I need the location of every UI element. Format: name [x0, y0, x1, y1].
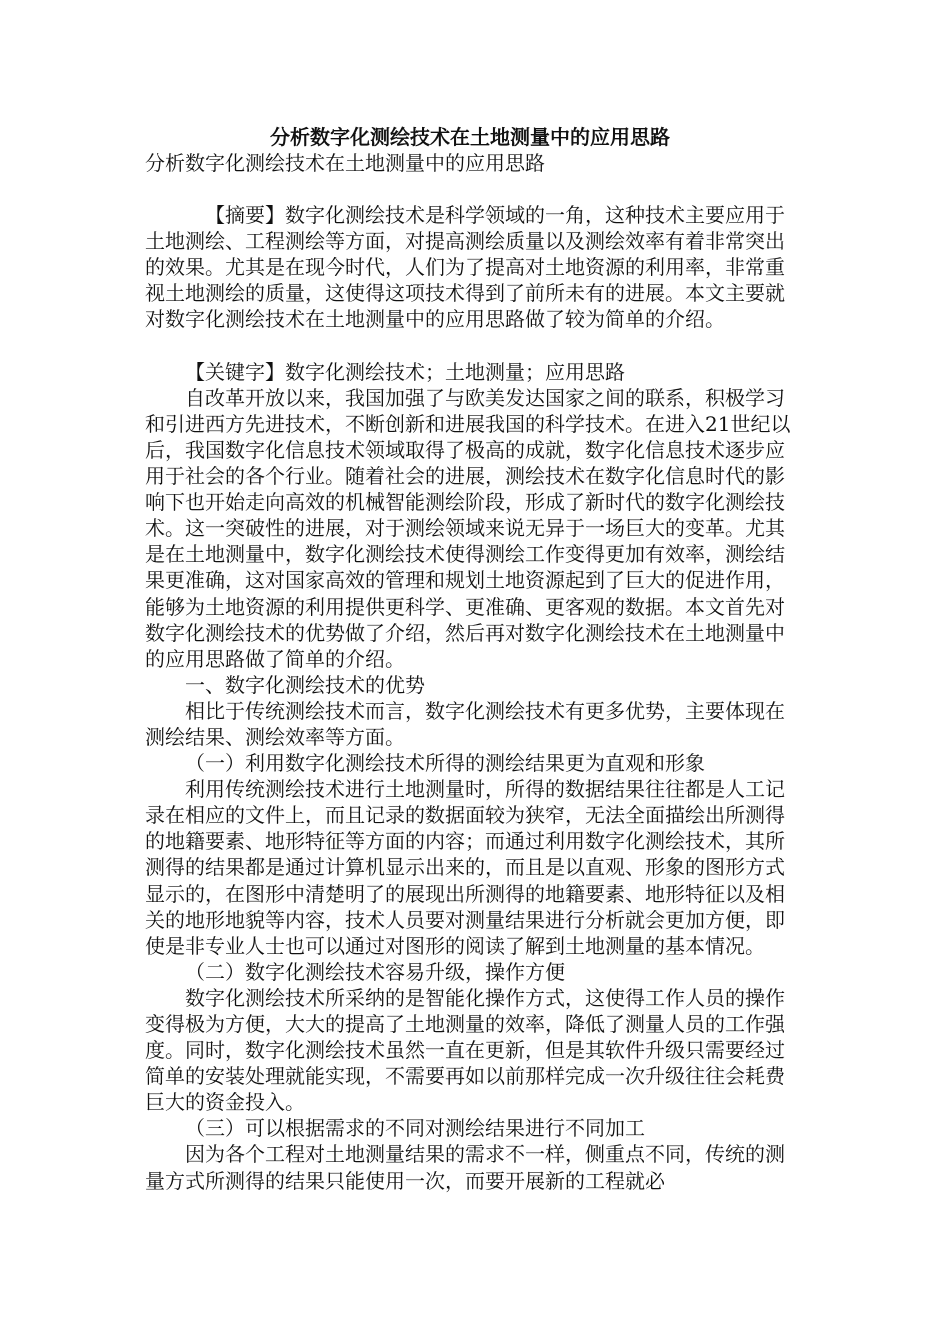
document-subtitle: 分析数字化测绘技术在土地测量中的应用思路 [145, 151, 545, 175]
document-title: 分析数字化测绘技术在土地测量中的应用思路 [270, 125, 670, 149]
intro-paragraph: 自改革开放以来，我国加强了与欧美发达国家之间的联系，积极学习和引进西方先进技术，不断创新和进展我国的科学技术。在进入21世纪以后，我国数字化信息技术领域取得了极高的成就，数字化信息技术逐步应用于社会的各个行业。随着社会的进展，测绘技术在数字化信息时代的影响下也开始走向高效的机械智能测绘阶段，形成了新时代的数字化测绘技术。这一突破性的进展，对于测绘领域来说无异于一场巨大的变革。尤其是在土地测量中，数字化测绘技术使得测绘工作变得更加有效率，测绘结果更准确，这对国家高效的管理和规划土地资源起到了巨大的促进作用，能够为土地资源的利用提供更科学、更准确、更客观的数据。本文首先对数字化测绘技术的优势做了介绍，然后再对数字化测绘技术在土地测量中的应用思路做了简单的介绍。 [145, 385, 791, 671]
section-heading: 一、数字化测绘技术的优势 [185, 672, 425, 697]
section-lead-paragraph: 相比于传统测绘技术而言，数字化测绘技术有更多优势，主要体现在测绘结果、测绘效率等方面。 [145, 698, 785, 749]
blank-line [145, 176, 803, 202]
subsection-heading-3: （三）可以根据需求的不同对测绘结果进行不同加工 [185, 1116, 645, 1141]
document-body [145, 176, 803, 1194]
subsection-heading-2: （二）数字化测绘技术容易升级，操作方便 [185, 959, 565, 984]
blank-line [145, 333, 803, 359]
subsection-body-1: 利用传统测绘技术进行土地测量时，所得的数据结果往往都是人工记录在相应的文件上，而且记录的数据面较为狭窄，无法全面描绘出所测得的地籍要素、地形特征等方面的内容；而通过利用数字化测绘技术，其所测得的结果都是通过计算机显示出来的，而且是以直观、形象的图形方式显示的，在图形中清楚明了的展现出所测得的地籍要素、地形特征以及相关的地形地貌等内容，技术人员要对测量结果进行分析就会更加方便，即使是非专业人士也可以通过对图形的阅读了解到土地测量的基本情况。 [145, 777, 785, 958]
subsection-heading-1: （一）利用数字化测绘技术所得的测绘结果更为直观和形象 [185, 751, 705, 776]
abstract-paragraph: 【摘要】数字化测绘技术是科学领域的一角，这种技术主要应用于土地测绘、工程测绘等方面，对提高测绘质量以及测绘效率有着非常突出的效果。尤其是在现今时代，人们为了提高对土地资源的利用率，非常重视土地测绘的质量，这使得这项技术得到了前所未有的进展。本文主要就对数字化测绘技术在土地测量中的应用思路做了较为简单的介绍。 [145, 203, 785, 332]
subsection-body-2: 数字化测绘技术所采纳的是智能化操作方式，这使得工作人员的操作变得极为方便，大大的提高了土地测量的效率，降低了测量人员的工作强度。同时，数字化测绘技术虽然一直在更新，但是其软件升级只需要经过简单的安装处理就能实现，不需要再如以前那样完成一次升级往往会耗费巨大的资金投入。 [145, 985, 785, 1115]
keywords-paragraph: 【关键字】数字化测绘技术；土地测量；应用思路 [185, 359, 625, 384]
subsection-body-3: 因为各个工程对土地测量结果的需求不一样，侧重点不同，传统的测量方式所测得的结果只能使用一次，而要开展新的工程就必 [145, 1142, 785, 1193]
